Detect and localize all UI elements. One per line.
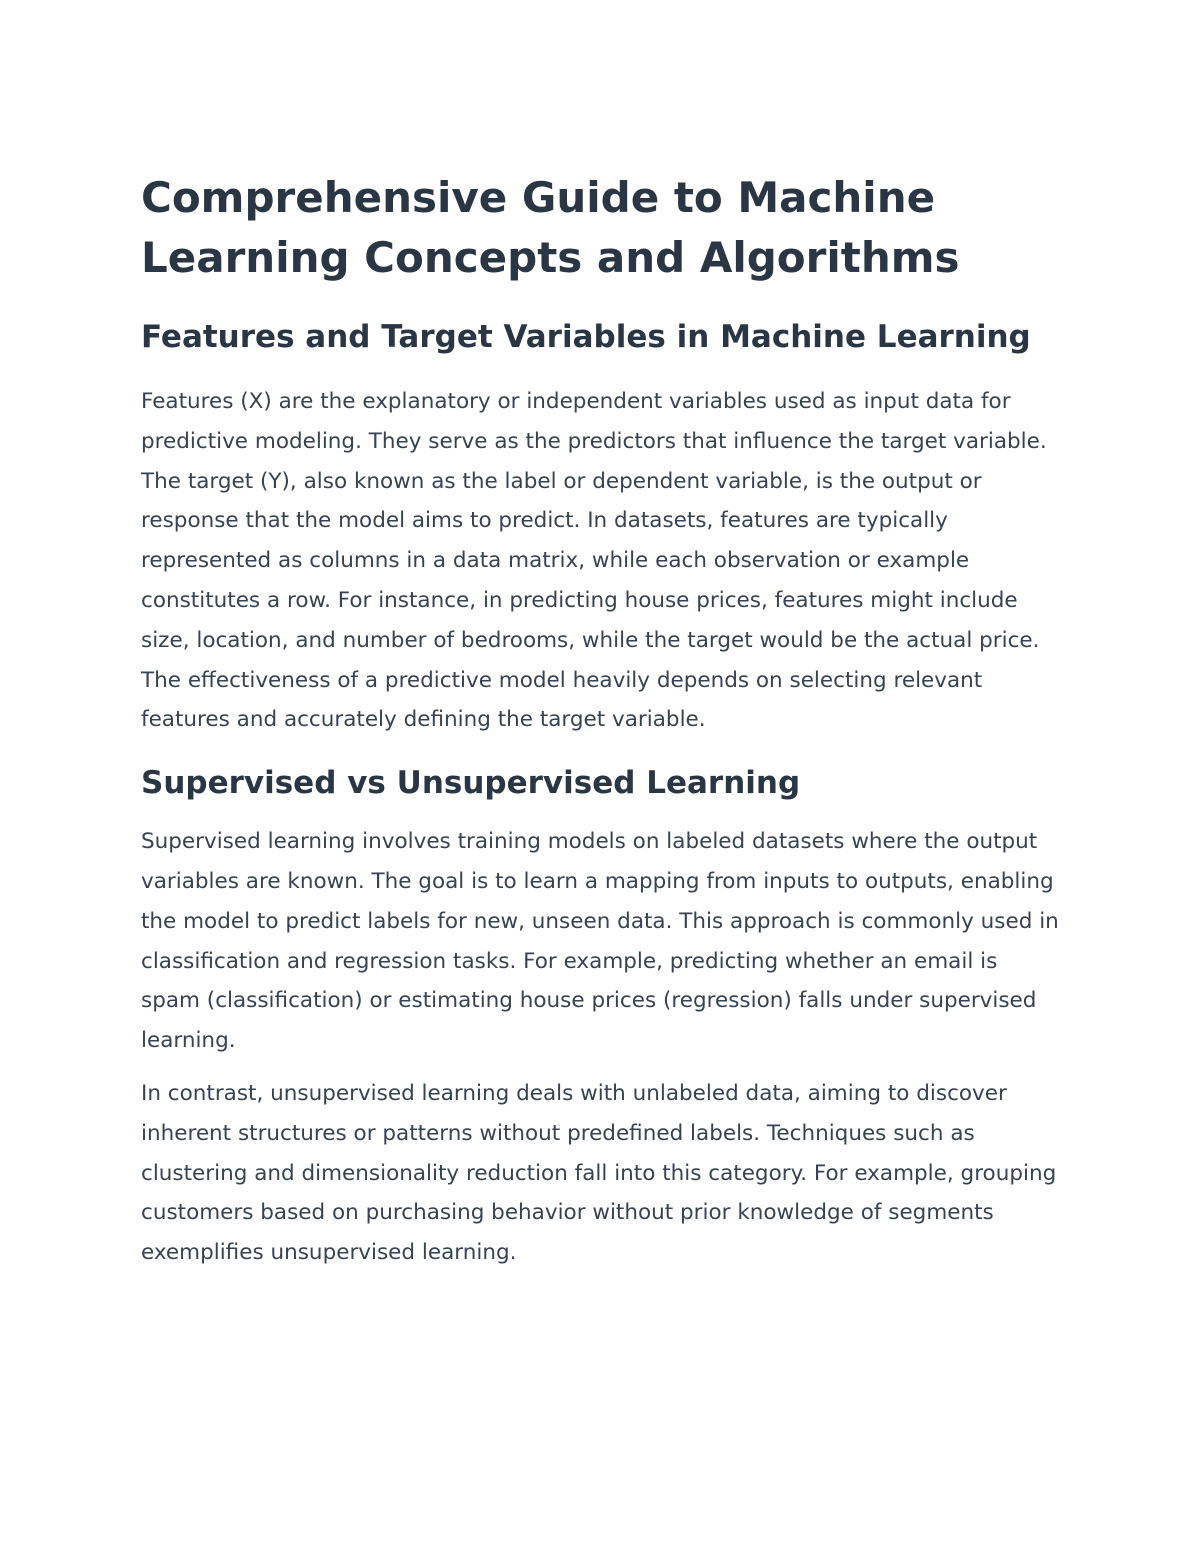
paragraph-features-targets: Features (X) are the explanatory or independent variables used as input data for predictive modeling. They serve as the predictors that influence the target variable. The target (Y), also known as the label or dependent variable, is the output or response that the model aims to predict. In datasets, features are typically represented as columns in a data matrix, while each observation or example constitutes a row. For instance, in predicting house prices, features might include size, location, and number of bedrooms, while the target would be the actual price. The effectiveness of a predictive model heavily depends on selecting relevant features and accurately defining the target variable. xyxy=(141,389,1047,733)
paragraph-supervised-learning: Supervised learning involves training models on labeled datasets where the output variables are known. The goal is to learn a mapping from inputs to outputs, enabling the model to predict labels for new, unseen data. This approach is commonly used in classification and regression tasks. For example, predicting whether an email is spam (classification) or estimating house prices (regression) falls under supervised learning. xyxy=(141,829,1059,1054)
document-title: Comprehensive Guide to Machine Learning Concepts and Algorithms xyxy=(141,173,960,282)
section-heading-supervised-unsupervised: Supervised vs Unsupervised Learning xyxy=(141,765,801,802)
paragraph-unsupervised-learning: In contrast, unsupervised learning deals with unlabeled data, aiming to discover inherent structures or patterns without predefined labels. Techniques such as clustering and dimensionality reduction fall into this category. For example, grouping customers based on purchasing behavior without prior knowledge of segments exemplifies unsupervised learning. xyxy=(141,1080,1057,1266)
section-heading-features-targets: Features and Target Variables in Machine Learning xyxy=(141,319,1031,355)
document-page xyxy=(141,168,1061,1273)
